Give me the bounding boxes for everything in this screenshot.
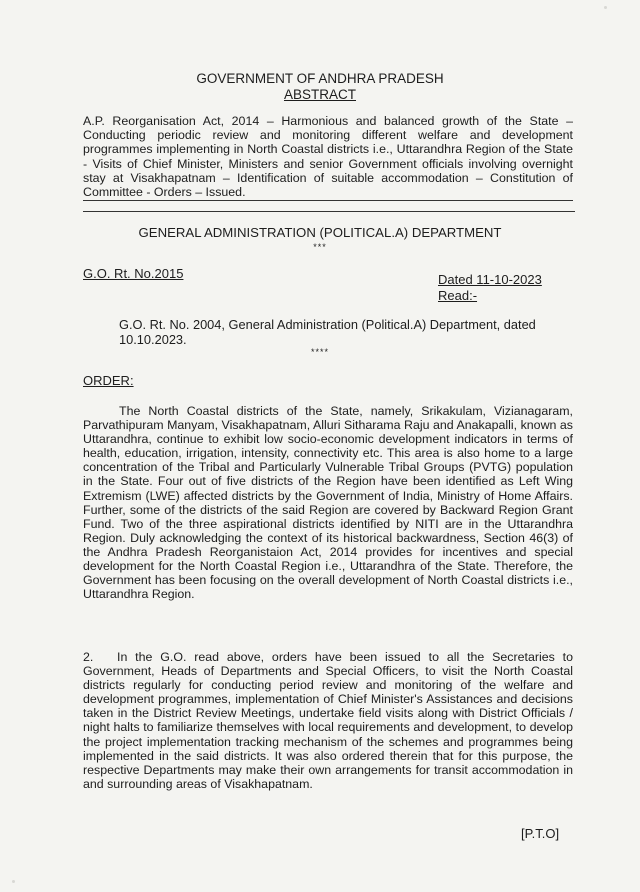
government-title: GOVERNMENT OF ANDHRA PRADESH [196, 71, 444, 86]
reference-text: G.O. Rt. No. 2004, General Administration (Political.A) Department, dated 10.10.2023. [119, 317, 536, 347]
scan-speck [12, 880, 15, 883]
pto-marker: [P.T.O] [521, 826, 560, 841]
order-paragraph-1: The North Coastal districts of the State, namely, Srikakulam, Vizianagaram, Parvathipuram Manyam, Visakhapatnam, Alluri Sitharama Raju and Anakapalli, known as Uttarandhra, continue to exhibit low socio-economic development indicators in terms of health, education, irrigation, intensity, connectivity etc. This area is also home to a large concentration of the Tribal and Particularly Vulnerable Tribal Groups (PVTG) population in the State. Four out of five districts of the Region have been identified as Left Wing Extremism (LWE) affected districts by the Government of India, Ministry of Home Affairs. Further, some of the districts of the said Region are covered by Backward Region Grant Fund. Two of the three aspirational districts identified by NITI are in the Uttarandhra Region. Duly acknowledging the context of its historical backwardness, Section 46(3) of the Andhra Pradesh Reorganistaion Act, 2014 provides for incentives and special development for the North Coastal Region i.e., Uttarandhra of the State. Therefore, the Government has been focusing on the overall development of North Coastal districts i.e., Uttarandhra Region. [83, 404, 573, 602]
read-label: Read:- [438, 288, 478, 303]
subject-text: A.P. Reorganisation Act, 2014 – Harmonious and balanced growth of the State – Conducting periodic review and monitoring different welfare and development programmes implementing in North Coastal districts i.e., Uttarandhra Region of the State - Visits of Chief Minister, Ministers and senior Government officials involving overnight stay at Visakhapatnam – Identification of suitable accommodation – Constitution of Committee - Orders – Issued. [83, 114, 573, 201]
go-number: G.O. Rt. No.2015 [83, 266, 184, 281]
paragraph-2-text: In the G.O. read above, orders have been issued to all the Secretaries to Government, Heads of Departments and Special Officers, to visit the North Coastal districts regularly for conducting period review and monitoring of the welfare and development programmes, implementation of Chief Minister's Assistances and decisions taken in the District Review Meetings, undertake field visits along with District Officials / night halts to familiarize themselves with local requirements and development, to develop the project implementation tracking mechanism of the schemes and programmes being implemented in the said districts. It was also ordered therein that for this purpose, the respective Departments may make their own arrangements for transit accommodation in and surrounding areas of Visakhapatnam. [83, 650, 573, 791]
order-heading: ORDER: [83, 373, 134, 388]
paragraph-number: 2. [83, 650, 94, 664]
abstract-heading [0, 88, 640, 102]
go-date: Dated 11-10-2023 [438, 272, 542, 287]
abstract-label: ABSTRACT [283, 87, 356, 102]
department-name: GENERAL ADMINISTRATION (POLITICAL.A) DEPARTMENT [138, 225, 502, 240]
reference-separator: **** [310, 347, 329, 357]
order-paragraph-2 [83, 650, 573, 791]
department-separator: *** [313, 242, 327, 252]
subject-divider [83, 211, 575, 212]
scan-speck [604, 6, 607, 9]
